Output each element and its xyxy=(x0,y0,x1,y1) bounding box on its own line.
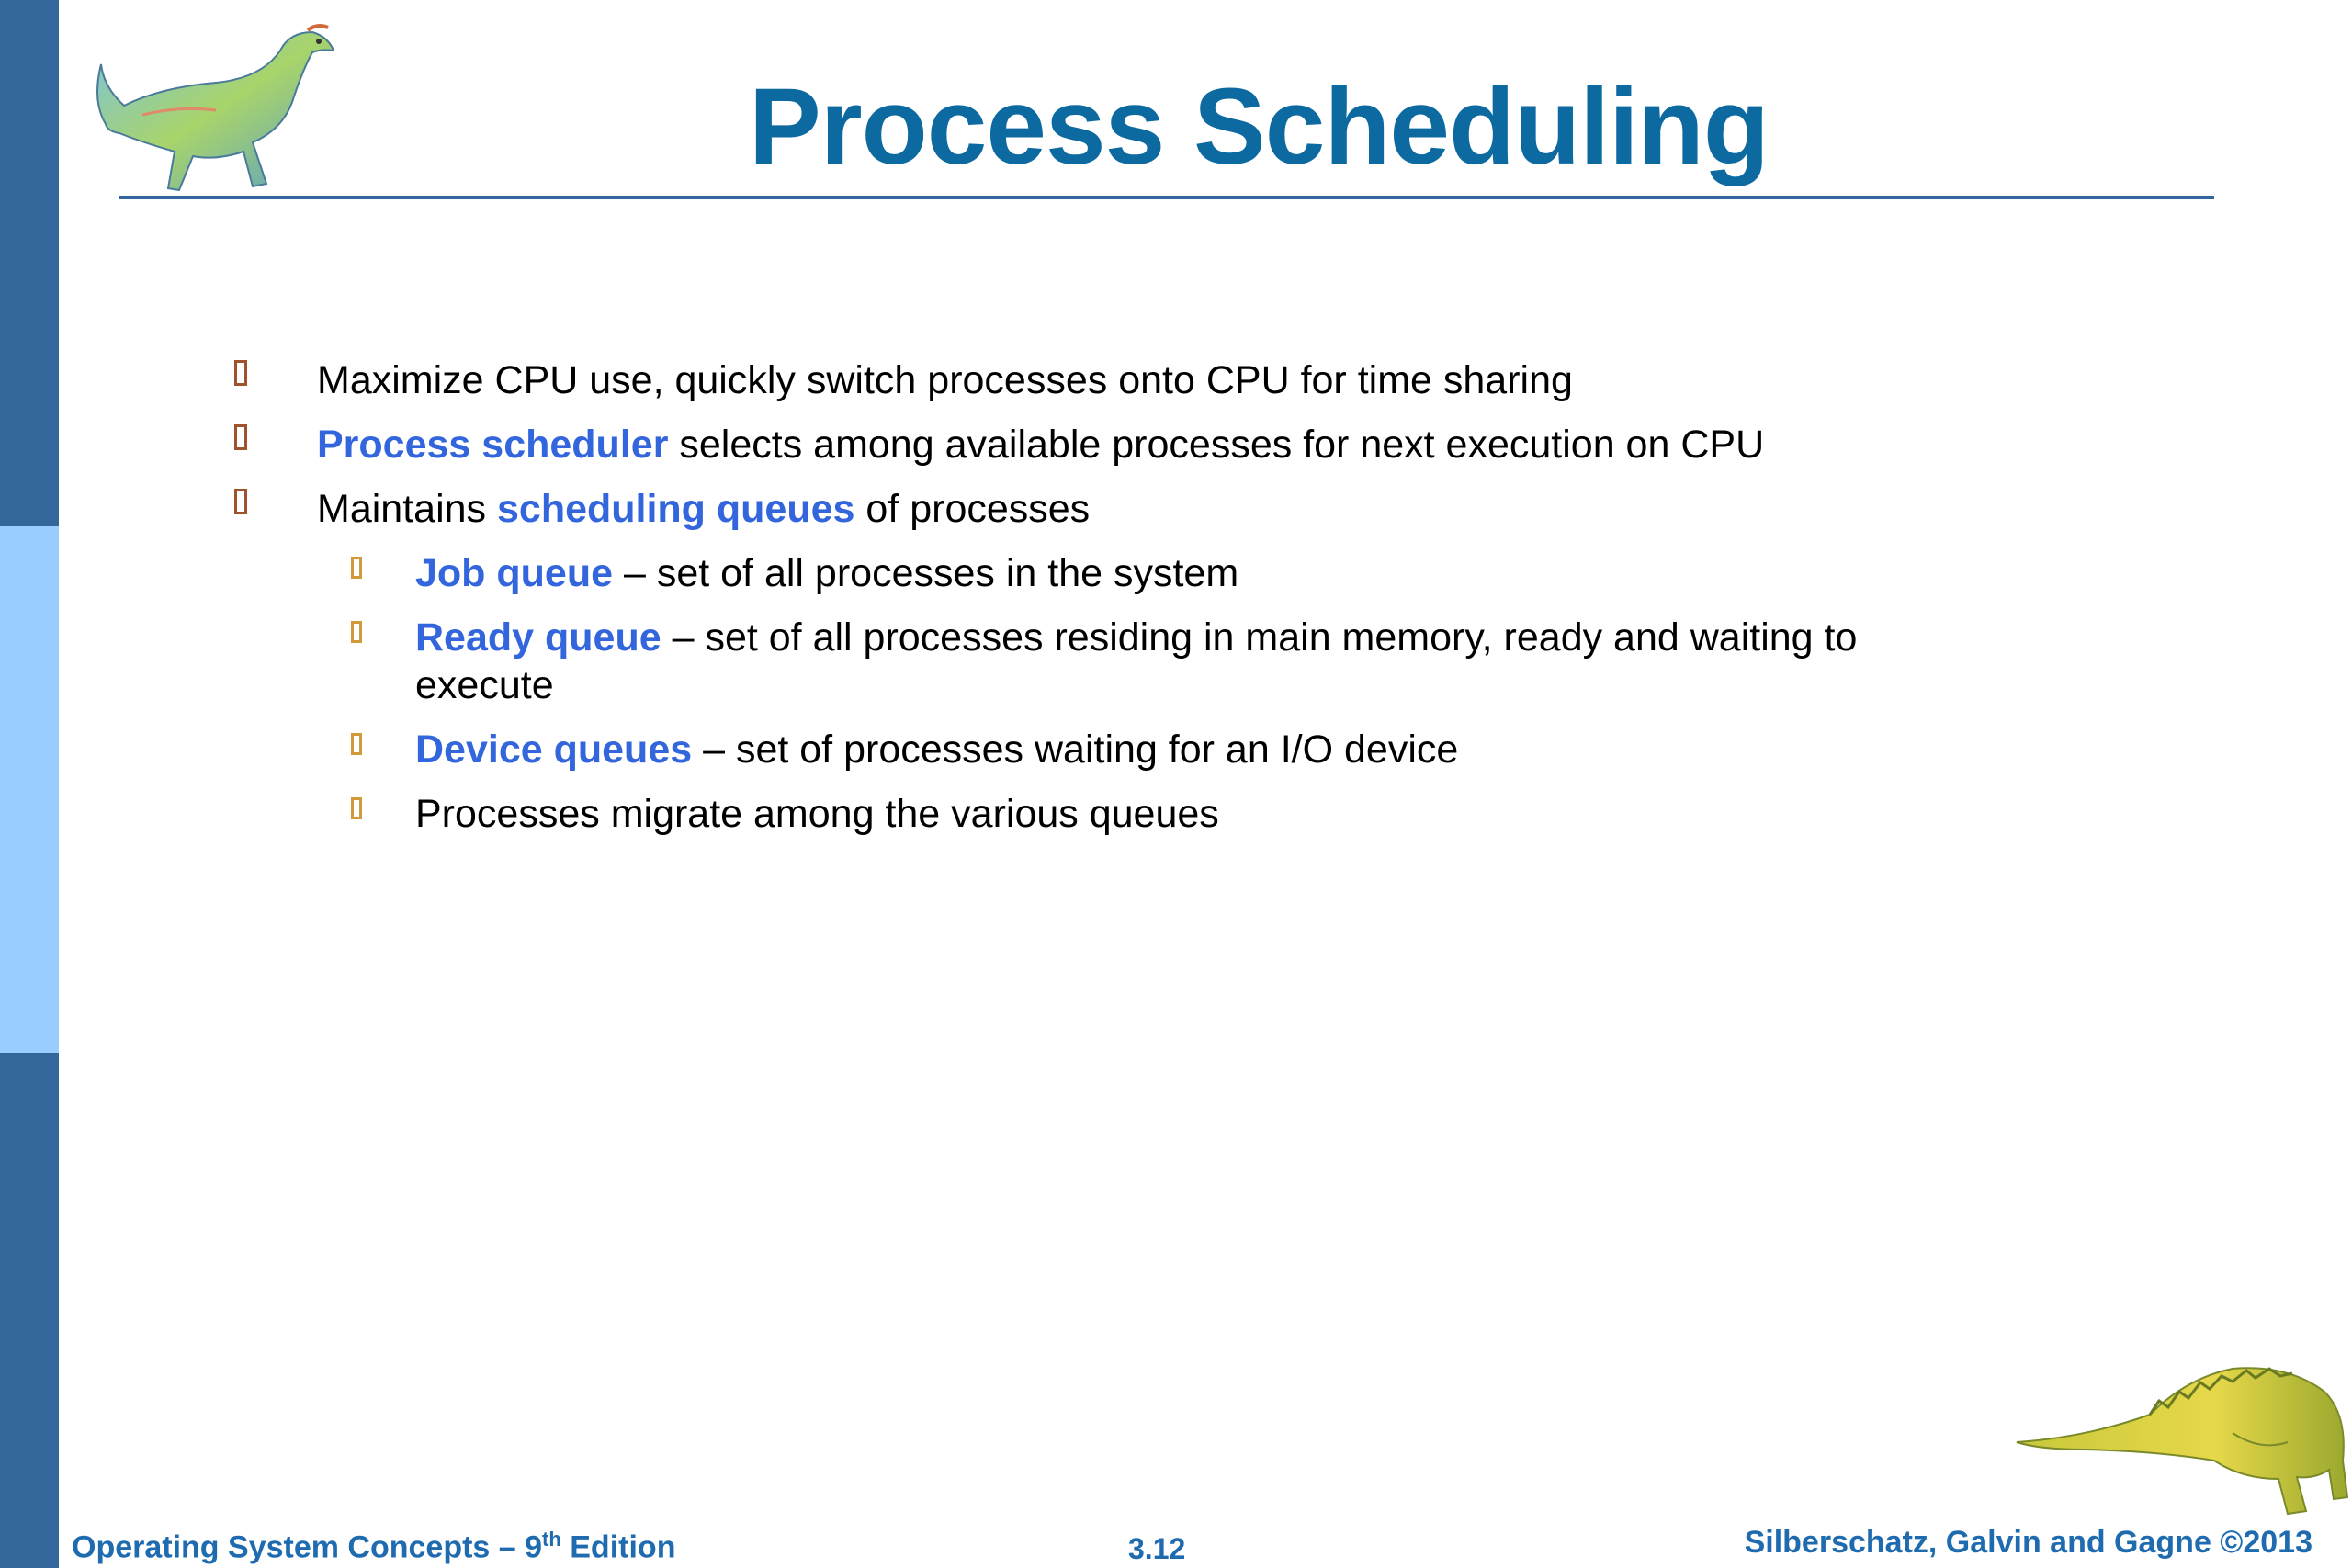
bullet-text: of processes xyxy=(854,487,1091,531)
sub-bullet-highlight: Ready queue xyxy=(415,615,662,660)
bullet-highlight: scheduling queues xyxy=(496,487,855,531)
bullet-marker-icon xyxy=(234,360,247,386)
dinosaur-bottom-icon xyxy=(2012,1350,2352,1525)
title-underline xyxy=(119,196,2214,199)
sub-bullet-text: Processes migrate among the various queues xyxy=(415,792,1219,836)
sub-bullet-highlight: Job queue xyxy=(415,551,614,595)
sub-bullet-marker-icon xyxy=(351,557,362,579)
bullet-text: selects among available processes for next execution on CPU xyxy=(668,423,1765,467)
bullet-text: Maximize CPU use, quickly switch processes onto CPU for time sharing xyxy=(317,358,1573,402)
footer-book-title xyxy=(72,1528,675,1565)
dinosaur-top-icon xyxy=(87,14,363,197)
bullet-text: Maintains xyxy=(317,487,497,531)
bullet-marker-icon xyxy=(234,424,247,450)
sub-bullet-item xyxy=(415,549,1238,597)
sub-bullet-text: – set of processes waiting for an I/O device xyxy=(692,728,1459,772)
sub-bullet-marker-icon xyxy=(351,621,362,643)
sub-bullet-item xyxy=(415,790,1219,838)
sub-bullet-marker-icon xyxy=(351,733,362,755)
slide-title: Process Scheduling xyxy=(749,66,1769,187)
footer-edition-text: Edition xyxy=(560,1529,676,1565)
sub-bullet-marker-icon xyxy=(351,797,362,819)
bullet-item xyxy=(317,421,1764,468)
footer-page-number: 3.12 xyxy=(1128,1532,1186,1565)
bullet-item xyxy=(317,356,1573,404)
sub-bullet-highlight: Device queues xyxy=(415,728,693,772)
bullet-item xyxy=(317,485,1090,533)
sidebar-dark-bottom xyxy=(0,1053,59,1568)
sub-bullet-item xyxy=(415,726,1458,773)
sub-bullet-text-continued: execute xyxy=(415,663,554,707)
sidebar-dark-top xyxy=(0,0,59,526)
footer-authors: Silberschatz, Galvin and Gagne ©2013 xyxy=(1744,1525,2312,1560)
footer-book-title-text: Operating System Concepts – 9 xyxy=(72,1529,543,1565)
bullet-highlight: Process scheduler xyxy=(317,423,669,467)
bullet-marker-icon xyxy=(234,489,247,514)
sidebar-light-middle xyxy=(0,526,59,1053)
sub-bullet-item xyxy=(415,614,1857,709)
footer-edition-superscript: th xyxy=(542,1528,561,1551)
sub-bullet-text: – set of all processes in the system xyxy=(613,551,1239,595)
sub-bullet-text: – set of all processes residing in main memory, ready and waiting to xyxy=(661,615,1858,660)
